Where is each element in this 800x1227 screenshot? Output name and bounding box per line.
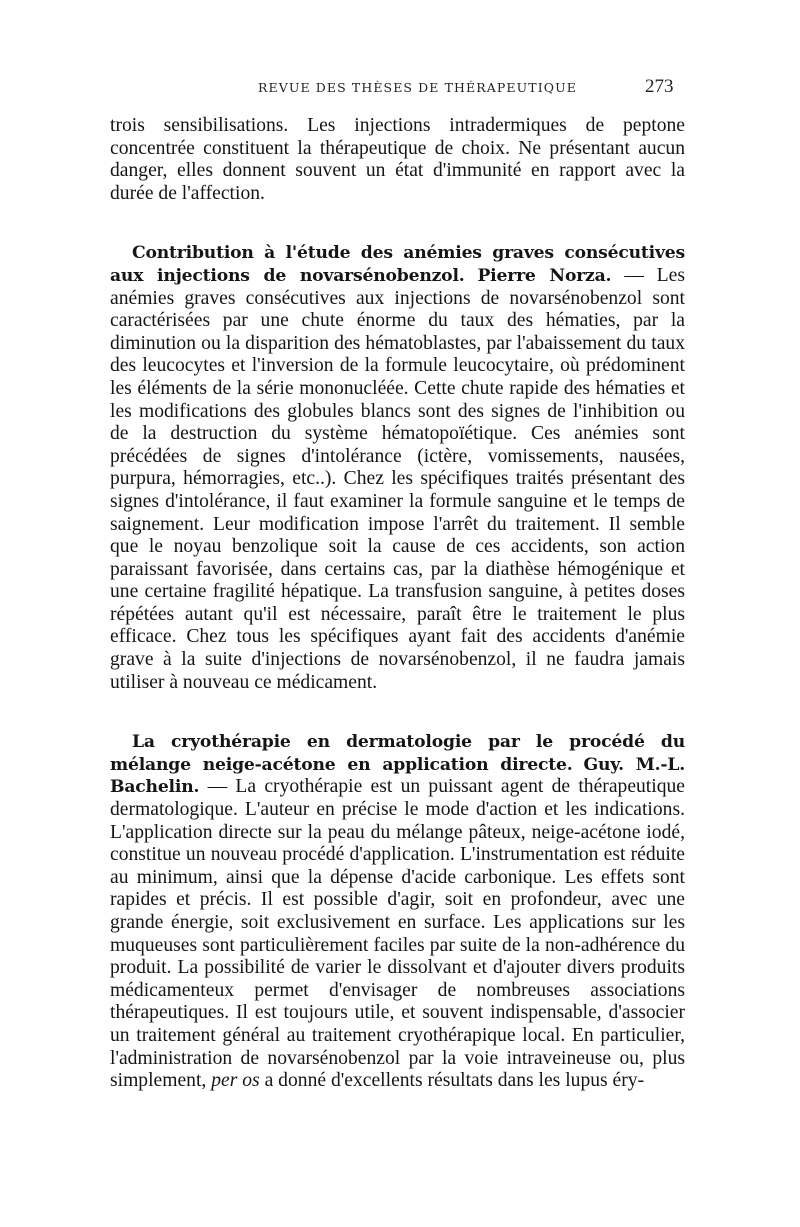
- article-1-author: Pierre Norza.: [477, 265, 612, 286]
- body-text: [110, 115, 685, 1093]
- article-2-body-start: — La cryothérapie est un puissant agent de thérapeutique dermatologique. L'auteur en précise le mode d'action et les indications. L'application directe sur la peau du mélange pâteux, neige-acétone iodé, constitue un nouveau procédé d'application. L'instrumentation est réduite au minimum, ainsi que la dépense d'acide carbonique. Les effets sont rapides et précis. Il est possible d'agir, soit en profondeur, avec une grande énergie, soit exclusivement en surface. Les applications sur les muqueuses sont particulièrement faciles par suite de la non-adhérence du produit. La possibilité de varier le dissolvant et d'ajouter divers produits médicamenteux permet d'envisager de nombreuses associations thérapeutiques. Il est toujours utile, et souvent indispensable, d'associer un traitement général au traitement cryothérapique local. En particulier, l'administration de novarsénobenzol par la voie intraveineuse ou, plus simplement,: [110, 776, 685, 1092]
- page-number: 273: [645, 76, 674, 97]
- page-header: [0, 68, 800, 98]
- paragraph-gap: [110, 694, 685, 731]
- article-1-paragraph: [110, 242, 685, 694]
- article-2-author: Guy. M.-L. Bachelin.: [110, 754, 685, 798]
- running-head: REVUE DES THÈSES DE THÉRAPEUTIQUE: [258, 80, 577, 95]
- article-2-title: La cryothérapie en dermatologie par le procédé du mélange neige-acétone en application directe.: [110, 732, 685, 775]
- paragraph-gap: [110, 205, 685, 242]
- intro-paragraph: [110, 115, 685, 205]
- article-1-body: — Les anémies graves consécutives aux injections de novarsénobenzol sont caractérisées par une chute énorme du taux des hématies, par la diminution ou la disparition des hématoblastes, par l'abaissement du taux des leucocytes et l'inversion de la formule leucocytaire, où prédominent les éléments de la série mononucléée. Cette chute rapide des hématies et les modifications des globules blancs sont des signes de l'inhibition ou de la destruction du système hématopoïétique. Ces anémies sont précédées de signes d'intolérance (ictère, vomissements, nausées, purpura, hémorragies, etc..). Chez les spécifiques traités présentant des signes d'intolérance, il faut examiner la formule sanguine et le temps de saignement. Leur modification impose l'arrêt du traitement. Il semble que le noyau benzolique soit la cause de ces accidents, son action paraissant favorisée, dans certains cas, par la diathèse hémogénique et une certaine fragilité hépatique. La transfusion sanguine, à petites doses répétées autant qu'il est nécessaire, paraît être le traitement le plus efficace. Chez tous les spécifiques ayant fait des accidents d'anémie grave à la suite d'injections de novarsénobenzol, il ne faudra jamais utiliser à nouveau ce médicament.: [110, 264, 685, 693]
- article-1-title: Contribution à l'étude des anémies graves consécutives aux injections de novarsénobenzol.: [110, 243, 685, 286]
- article-2-italic-phrase: per os: [211, 1070, 260, 1092]
- intro-text: trois sensibilisations. Les injections intradermiques de peptone concentrée constituent la thérapeutique de choix. Ne présentant aucun danger, elles donnent souvent un état d'immunité en rapport avec la durée de l'affection.: [110, 115, 685, 204]
- article-2-paragraph: [110, 731, 685, 1093]
- article-2-body-end: a donné d'excellents résultats dans les lupus éry-: [259, 1070, 645, 1092]
